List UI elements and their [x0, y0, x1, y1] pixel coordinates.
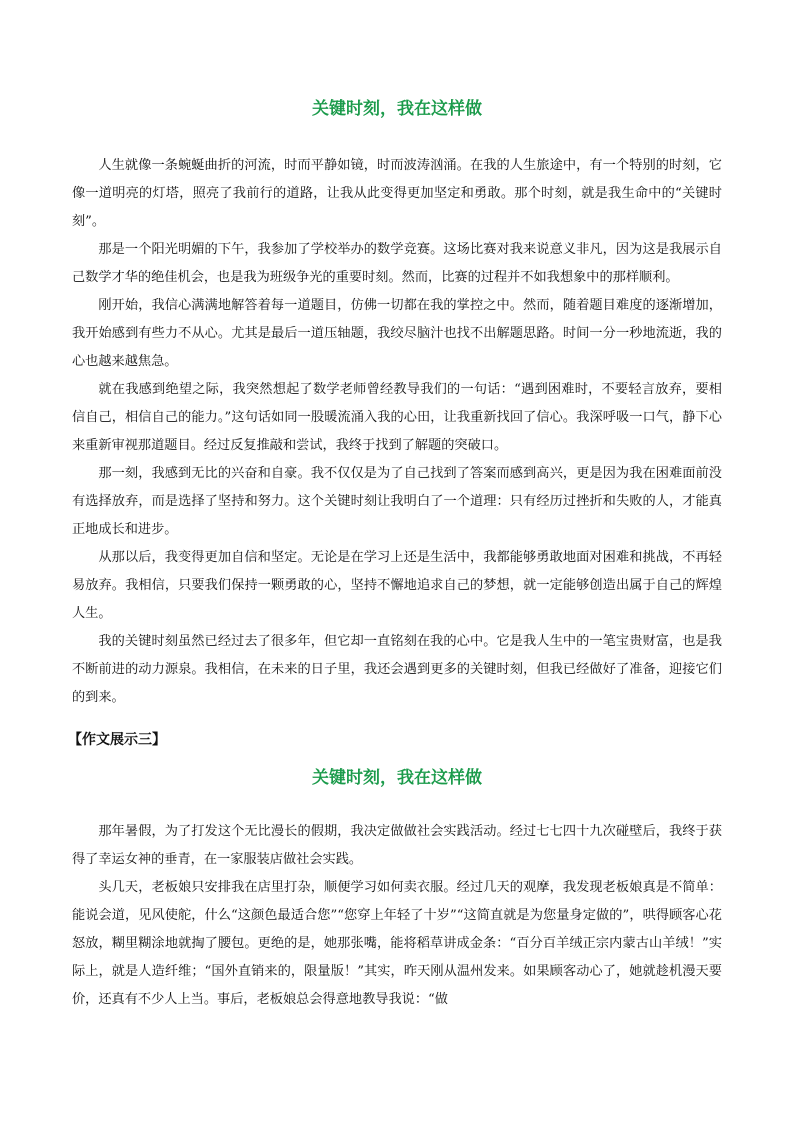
essay-1 — [72, 94, 722, 712]
essay-1-paragraph: 从那以后，我变得更加自信和坚定。无论是在学习上还是生活中，我都能够勇敢地面对困难和挑战，不再轻易放弃。我相信，只要我们保持一颗勇敢的心，坚持不懈地追求自己的梦想，就一定能够创造出属于自己的辉煌人生。 — [72, 550, 722, 621]
section-label: 【作文展示三】 — [68, 732, 166, 748]
essay-2-paragraph: 那年暑假，为了打发这个无比漫长的假期，我决定做做社会实践活动。经过七七四十九次碰壁后，我终于获得了幸运女神的垂青，在一家服装店做社会实践。 — [72, 824, 722, 867]
essay-1-paragraph: 人生就像一条蜿蜒曲折的河流，时而平静如镜，时而波涛汹涌。在我的人生旅途中，有一个特别的时刻，它像一道明亮的灯塔，照亮了我前行的道路，让我从此变得更加坚定和勇敢。那个时刻，就是我生命中的“关键时刻”。 — [72, 158, 722, 229]
essay-1-paragraph: 刚开始，我信心满满地解答着每一道题目，仿佛一切都在我的掌控之中。然而，随着题目难度的逐渐增加，我开始感到有些力不从心。尤其是最后一道压轴题，我绞尽脑汁也找不出解题思路。时间一分一秒地流逝，我的心也越来越焦急。 — [72, 298, 722, 369]
essay-1-paragraph: 那是一个阳光明媚的下午，我参加了学校举办的数学竞赛。这场比赛对我来说意义非凡，因为这是我展示自己数学才华的绝佳机会，也是我为班级争光的重要时刻。然而，比赛的过程并不如我想象中的那样顺利。 — [72, 242, 722, 285]
essay-2-paragraph: 头几天，老板娘只安排我在店里打杂，顺便学习如何卖衣服。经过几天的观摩，我发现老板娘真是不简单：能说会道，见风使舵，什么“这颜色最适合您”“您穿上年轻了十岁”“这简直就是为您量身定做的”，哄得顾客心花怒放，糊里糊涂地就掏了腰包。更绝的是，她那张嘴，能将稻草讲成金条：“百分百羊绒正宗内蒙古山羊绒！”实际上，就是人造纤维；“国外直销来的，限量版！”其实，昨天刚从温州发来。如果顾客动心了，她就趁机漫天要价，还真有不少人上当。事后，老板娘总会得意地教导我说：“做 — [72, 880, 722, 1007]
essay-2-title: 关键时刻，我在这样做 — [312, 768, 482, 788]
essay-1-title: 关键时刻，我在这样做 — [312, 99, 482, 119]
essay-1-paragraph: 就在我感到绝望之际，我突然想起了数学老师曾经教导我们的一句话：“遇到困难时，不要轻言放弃，要相信自己，相信自己的能力。”这句话如同一股暖流涌入我的心田，让我重新找回了信心。我深呼吸一口气，静下心来重新审视那道题目。经过反复推敲和尝试，我终于找到了解题的突破口。 — [72, 382, 722, 453]
essay-2-section — [68, 729, 722, 1014]
essay-1-paragraph: 我的关键时刻虽然已经过去了很多年，但它却一直铭刻在我的心中。它是我人生中的一笔宝贵财富，也是我不断前进的动力源泉。我相信，在未来的日子里，我还会遇到更多的关键时刻，但我已经做好了准备，迎接它们的到来。 — [72, 634, 722, 705]
essay-1-paragraph: 那一刻，我感到无比的兴奋和自豪。我不仅仅是为了自己找到了答案而感到高兴，更是因为我在困难面前没有选择放弃，而是选择了坚持和努力。这个关键时刻让我明白了一个道理：只有经历过挫折和失败的人，才能真正地成长和进步。 — [72, 466, 722, 537]
